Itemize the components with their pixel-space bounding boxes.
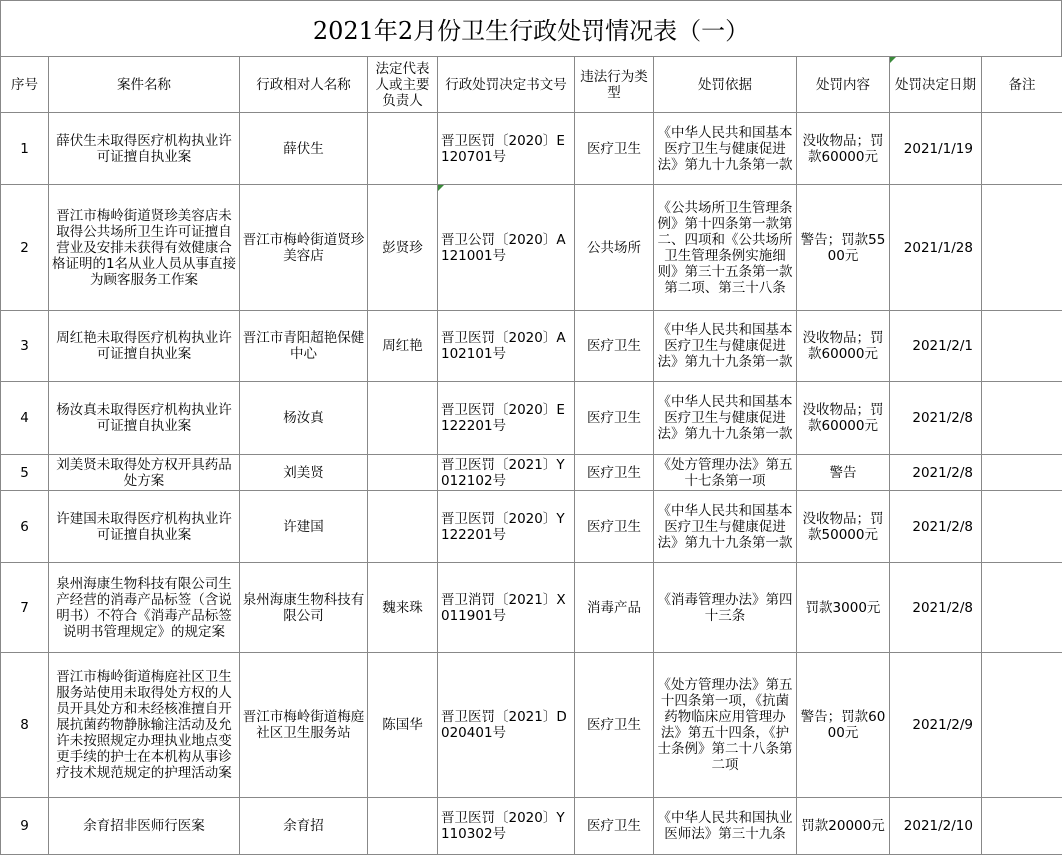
cell-basis: 《消毒管理办法》第四十三条 (654, 563, 797, 653)
cell-penalty: 罚款20000元 (797, 798, 890, 855)
table-row (1, 455, 1062, 491)
cell-date: 2021/2/10 (890, 798, 982, 855)
header-no: 序号 (1, 57, 49, 113)
cell-doc: 晋卫医罚〔2020〕Y122201号 (438, 491, 575, 563)
cell-party: 薛伏生 (240, 113, 368, 185)
cell-party: 许建国 (240, 491, 368, 563)
cell-note (982, 455, 1062, 491)
cell-penalty: 没收物品；罚款60000元 (797, 311, 890, 382)
cell-note (982, 563, 1062, 653)
cell-no: 3 (1, 311, 49, 382)
penalty-table (0, 56, 1062, 855)
table-row (1, 311, 1062, 382)
cell-date: 2021/1/19 (890, 113, 982, 185)
cell-basis: 《中华人民共和国基本医疗卫生与健康促进法》第九十九条第一款 (654, 311, 797, 382)
cell-date: 2021/2/8 (890, 563, 982, 653)
cell-case: 杨汝真未取得医疗机构执业许可证擅自执业案 (49, 382, 240, 455)
cell-type: 医疗卫生 (575, 113, 654, 185)
cell-note (982, 798, 1062, 855)
cell-rep: 陈国华 (368, 653, 438, 798)
table-row (1, 113, 1062, 185)
cell-type: 消毒产品 (575, 563, 654, 653)
table-header-row (1, 57, 1062, 113)
header-penalty: 处罚内容 (797, 57, 890, 113)
cell-no: 1 (1, 113, 49, 185)
cell-party: 泉州海康生物科技有限公司 (240, 563, 368, 653)
cell-case: 晋江市梅岭街道贤珍美容店未取得公共场所卫生许可证擅自营业及安排未获得有效健康合格证明的1名从业人员从事直接为顾客服务工作案 (49, 185, 240, 311)
cell-type: 医疗卫生 (575, 311, 654, 382)
cell-date: 2021/2/1 (890, 311, 982, 382)
header-case: 案件名称 (49, 57, 240, 113)
cell-rep (368, 798, 438, 855)
table-row (1, 382, 1062, 455)
cell-no: 4 (1, 382, 49, 455)
cell-case: 余育招非医师行医案 (49, 798, 240, 855)
cell-case: 泉州海康生物科技有限公司生产经营的消毒产品标签（含说明书）不符合《消毒产品标签说明书管理规定》的规定案 (49, 563, 240, 653)
cell-case: 周红艳未取得医疗机构执业许可证擅自执业案 (49, 311, 240, 382)
cell-penalty: 罚款3000元 (797, 563, 890, 653)
cell-basis: 《处方管理办法》第五十四条第一项，《抗菌药物临床应用管理办法》第五十四条，《护士条例》第二十八条第二项 (654, 653, 797, 798)
cell-no: 5 (1, 455, 49, 491)
table-row (1, 798, 1062, 855)
cell-party: 晋江市梅岭街道梅庭社区卫生服务站 (240, 653, 368, 798)
header-date: 处罚决定日期 (890, 57, 982, 113)
header-type: 违法行为类型 (575, 57, 654, 113)
cell-type: 医疗卫生 (575, 382, 654, 455)
cell-penalty: 没收物品；罚款60000元 (797, 113, 890, 185)
cell-date: 2021/1/28 (890, 185, 982, 311)
cell-no: 8 (1, 653, 49, 798)
cell-no: 6 (1, 491, 49, 563)
cell-penalty: 警告；罚款5500元 (797, 185, 890, 311)
table-row (1, 185, 1062, 311)
cell-type: 医疗卫生 (575, 491, 654, 563)
cell-doc: 晋卫医罚〔2021〕Y012102号 (438, 455, 575, 491)
cell-note (982, 382, 1062, 455)
header-party: 行政相对人名称 (240, 57, 368, 113)
cell-note (982, 311, 1062, 382)
cell-note (982, 491, 1062, 563)
cell-no: 7 (1, 563, 49, 653)
cell-type: 公共场所 (575, 185, 654, 311)
cell-penalty: 警告 (797, 455, 890, 491)
cell-note (982, 653, 1062, 798)
cell-doc: 晋卫消罚〔2021〕X011901号 (438, 563, 575, 653)
cell-no: 9 (1, 798, 49, 855)
cell-basis: 《公共场所卫生管理条例》第十四条第一款第二、四项和《公共场所卫生管理条例实施细则》第三十五条第一款第二项、第三十八条 (654, 185, 797, 311)
cell-no: 2 (1, 185, 49, 311)
cell-basis: 《中华人民共和国基本医疗卫生与健康促进法》第九十九条第一款 (654, 382, 797, 455)
cell-note (982, 185, 1062, 311)
cell-rep (368, 382, 438, 455)
cell-penalty: 警告；罚款6000元 (797, 653, 890, 798)
cell-party: 刘美贤 (240, 455, 368, 491)
header-note: 备注 (982, 57, 1062, 113)
cell-date: 2021/2/9 (890, 653, 982, 798)
cell-party: 晋江市青阳超艳保健中心 (240, 311, 368, 382)
table-row (1, 491, 1062, 563)
cell-case: 刘美贤未取得处方权开具药品处方案 (49, 455, 240, 491)
cell-type: 医疗卫生 (575, 455, 654, 491)
cell-rep: 魏来珠 (368, 563, 438, 653)
cell-party: 杨汝真 (240, 382, 368, 455)
cell-rep: 彭贤珍 (368, 185, 438, 311)
cell-date: 2021/2/8 (890, 491, 982, 563)
cell-date: 2021/2/8 (890, 455, 982, 491)
cell-date: 2021/2/8 (890, 382, 982, 455)
cell-penalty: 没收物品；罚款50000元 (797, 491, 890, 563)
cell-rep: 周红艳 (368, 311, 438, 382)
cell-case: 晋江市梅岭街道梅庭社区卫生服务站使用未取得处方权的人员开具处方和未经核准擅自开展抗菌药物静脉输注活动及允许未按照规定办理执业地点变更手续的护士在本机构从事诊疗技术规范规定的护理活动案 (49, 653, 240, 798)
cell-doc: 晋卫医罚〔2021〕D020401号 (438, 653, 575, 798)
cell-doc: 晋卫医罚〔2020〕E122201号 (438, 382, 575, 455)
cell-case: 薛伏生未取得医疗机构执业许可证擅自执业案 (49, 113, 240, 185)
cell-basis: 《处方管理办法》第五十七条第一项 (654, 455, 797, 491)
cell-type: 医疗卫生 (575, 798, 654, 855)
table-row (1, 563, 1062, 653)
cell-rep (368, 491, 438, 563)
cell-case: 许建国未取得医疗机构执业许可证擅自执业案 (49, 491, 240, 563)
cell-party: 晋江市梅岭街道贤珍美容店 (240, 185, 368, 311)
cell-basis: 《中华人民共和国基本医疗卫生与健康促进法》第九十九条第一款 (654, 113, 797, 185)
header-rep: 法定代表人或主要负责人 (368, 57, 438, 113)
cell-doc: 晋卫医罚〔2020〕Y110302号 (438, 798, 575, 855)
cell-doc: 晋卫公罚〔2020〕A121001号 (438, 185, 575, 311)
cell-basis: 《中华人民共和国执业医师法》第三十九条 (654, 798, 797, 855)
cell-penalty: 没收物品；罚款60000元 (797, 382, 890, 455)
cell-rep (368, 455, 438, 491)
table-row (1, 653, 1062, 798)
cell-note (982, 113, 1062, 185)
cell-party: 余育招 (240, 798, 368, 855)
cell-type: 医疗卫生 (575, 653, 654, 798)
cell-doc: 晋卫医罚〔2020〕E120701号 (438, 113, 575, 185)
page-title: 2021年2月份卫生行政处罚情况表（一） (0, 0, 1062, 57)
cell-basis: 《中华人民共和国基本医疗卫生与健康促进法》第九十九条第一款 (654, 491, 797, 563)
header-basis: 处罚依据 (654, 57, 797, 113)
header-doc: 行政处罚决定书文号 (438, 57, 575, 113)
cell-doc: 晋卫医罚〔2020〕A102101号 (438, 311, 575, 382)
cell-rep (368, 113, 438, 185)
